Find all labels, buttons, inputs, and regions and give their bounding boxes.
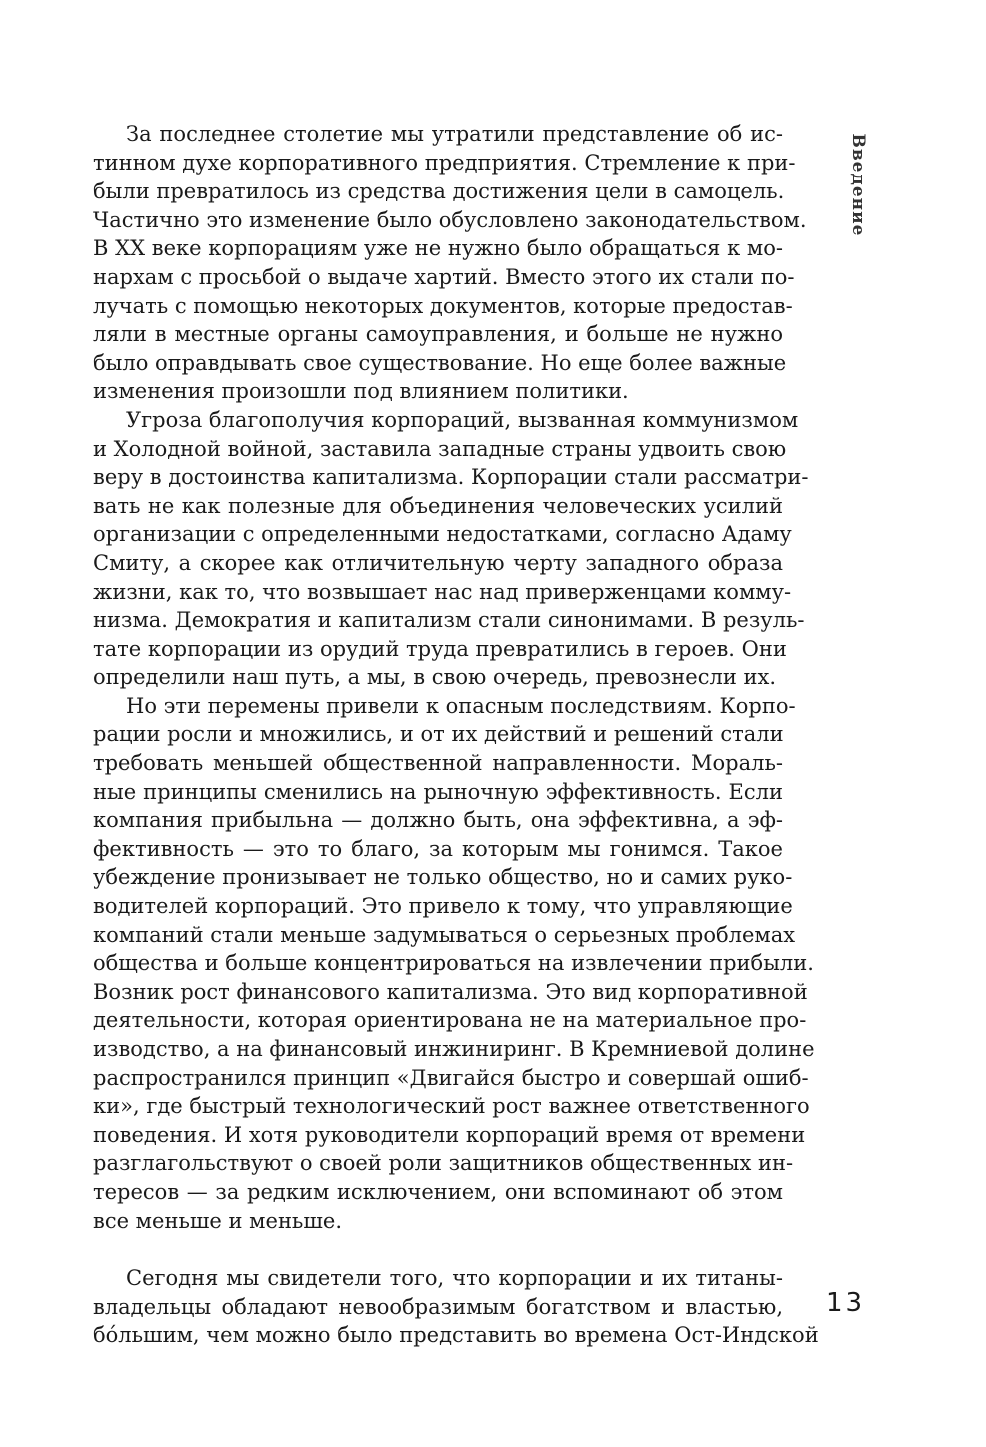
text-line: тате корпорации из орудий труда превратились в героев. Они xyxy=(93,636,787,661)
page-number: 13 xyxy=(826,1288,866,1318)
text-line: владельцы обладают невообразимым богатством и властью, xyxy=(93,1294,783,1319)
text-line: фективность — это то благо, за которым мы гонимся. Такое xyxy=(93,836,783,861)
text-line: Сегодня мы свидетели того, что корпорации и их титаны- xyxy=(126,1266,783,1291)
text-line: В XX веке корпорациям уже не нужно было обращаться к мо- xyxy=(93,236,783,261)
text-line: лучать с помощью некоторых документов, которые предостав- xyxy=(93,293,793,318)
body-text xyxy=(93,120,819,1350)
text-line: компания прибыльна — должно быть, она эффективна, а эф- xyxy=(93,808,783,833)
text-line: рации росли и множились, и от их действий и решений стали xyxy=(93,722,784,747)
text-line: ные принципы сменились на рыночную эффективность. Если xyxy=(93,779,783,804)
text-line: Возник рост финансового капитализма. Это вид корпоративной xyxy=(93,979,808,1004)
text-line: изменения произошли под влиянием политики. xyxy=(93,379,629,404)
text-line: компаний стали меньше задумываться о серьезных проблемах xyxy=(93,922,796,947)
paragraph-1 xyxy=(93,120,807,406)
paragraph-2 xyxy=(93,406,809,692)
paragraph-4 xyxy=(93,1264,819,1350)
text-line: определили наш путь, а мы, в свою очередь, превознесли их. xyxy=(93,665,777,690)
text-line: тинном духе корпоративного предприятия. Стремление к при- xyxy=(93,150,796,175)
text-line: тересов — за редким исключением, они вспоминают об этом xyxy=(93,1179,783,1204)
text-line: изводство, а на финансовый инжиниринг. В Кремниевой долине xyxy=(93,1037,815,1061)
text-line: За последнее столетие мы утратили представление об ис- xyxy=(126,122,783,146)
section-break xyxy=(93,1235,783,1264)
text-line: общества и больше концентрироваться на извлечении прибыли. xyxy=(93,951,814,976)
text-line: распространился принцип «Двигайся быстро и совершай ошиб- xyxy=(93,1065,809,1090)
text-line: Но эти перемены привели к опасным последствиям. Корпо- xyxy=(126,693,796,718)
text-line: Угроза благополучия корпораций, вызванная коммунизмом xyxy=(126,407,799,432)
text-line: нархам с просьбой о выдаче хартий. Вместо этого их стали по- xyxy=(93,264,795,289)
text-line: деятельности, которая ориентирована не на материальное про- xyxy=(93,1008,807,1033)
paragraph-3 xyxy=(93,692,815,1235)
text-line: жизни, как то, что возвышает нас над приверженцами комму- xyxy=(93,579,792,604)
text-line: убеждение пронизывает не только общество, но и самих руко- xyxy=(93,865,793,890)
text-line: низма. Демократия и капитализм стали синонимами. В резуль- xyxy=(93,608,805,633)
text-line: ляли в местные органы самоуправления, и больше не нужно xyxy=(93,322,783,347)
running-head-text: Введение xyxy=(848,133,868,237)
text-line: Смиту, а скорее как отличительную черту западного образа xyxy=(93,550,783,575)
text-line: веру в достоинства капитализма. Корпорации стали рассматри- xyxy=(93,465,809,490)
text-line: вать не как полезные для объединения человеческих усилий xyxy=(93,493,783,518)
text-line: разглагольствуют о своей роли защитников общественных ин- xyxy=(93,1151,794,1176)
text-line: Частично это изменение было обусловлено законодательством. xyxy=(93,207,807,232)
text-line: было оправдывать свое существование. Но еще более важные xyxy=(93,350,787,375)
text-line: бóльшим, чем можно было представить во времена Ост-Индской xyxy=(93,1323,819,1348)
text-line: и Холодной войной, заставила западные страны удвоить свою xyxy=(93,436,787,461)
text-line: ки», где быстрый технологический рост важнее ответственного xyxy=(93,1094,810,1119)
text-line: все меньше и меньше. xyxy=(93,1208,342,1233)
text-line: были превратилось из средства достижения цели в самоцель. xyxy=(93,179,785,204)
running-head xyxy=(838,125,878,245)
text-line: водителей корпораций. Это привело к тому, что управляющие xyxy=(93,894,793,919)
text-line: организации с определенными недостатками, согласно Адаму xyxy=(93,522,792,547)
text-line: требовать меньшей общественной направленности. Мораль- xyxy=(93,751,783,776)
text-line: поведения. И хотя руководители корпораций время от времени xyxy=(93,1122,806,1147)
